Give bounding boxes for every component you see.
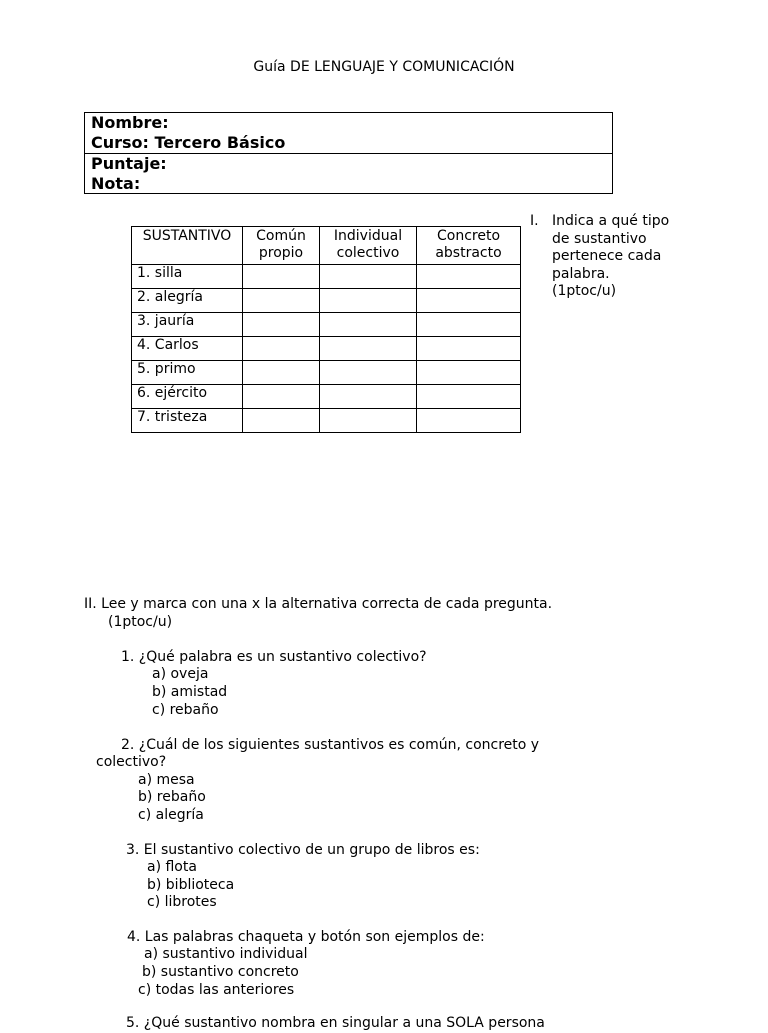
answer-cell[interactable] — [320, 289, 417, 313]
answer-cell[interactable] — [417, 337, 521, 361]
answer-cell[interactable] — [243, 337, 320, 361]
noun-word: 5. primo — [132, 361, 243, 385]
question-2-option-a[interactable]: a) mesa — [138, 772, 195, 788]
nombre-field[interactable]: Nombre: — [91, 113, 169, 132]
question-4: 4. Las palabras chaqueta y botón son ejemplos de: — [127, 929, 485, 945]
noun-word: 1. silla — [132, 265, 243, 289]
answer-cell[interactable] — [243, 409, 320, 433]
answer-cell[interactable] — [320, 361, 417, 385]
table-row — [132, 385, 521, 409]
question-1-option-a[interactable]: a) oveja — [152, 666, 209, 682]
answer-cell[interactable] — [320, 409, 417, 433]
question-2-continued: colectivo? — [96, 754, 167, 770]
noun-word: 6. ejército — [132, 385, 243, 409]
question-3-option-c[interactable]: c) librotes — [147, 894, 217, 910]
section1-instruction-text: Indica a qué tipo de sustantivo pertenece cada palabra. (1ptoc/u) — [552, 213, 670, 299]
question-4-option-c[interactable]: c) todas las anteriores — [138, 982, 295, 998]
page-title: Guía DE LENGUAJE Y COMUNICACIÓN — [253, 59, 515, 75]
table-row — [132, 337, 521, 361]
answer-cell[interactable] — [320, 313, 417, 337]
question-3-option-a[interactable]: a) flota — [147, 859, 197, 875]
table-row — [132, 361, 521, 385]
answer-cell[interactable] — [417, 313, 521, 337]
question-4-option-a[interactable]: a) sustantivo individual — [144, 946, 308, 962]
answer-cell[interactable] — [417, 385, 521, 409]
noun-word: 7. tristeza — [132, 409, 243, 433]
section2-points: (1ptoc/u) — [108, 614, 173, 630]
question-3-option-b[interactable]: b) biblioteca — [147, 877, 235, 893]
answer-cell[interactable] — [417, 409, 521, 433]
puntaje-field[interactable]: Puntaje: — [91, 154, 167, 173]
answer-cell[interactable] — [320, 385, 417, 409]
question-3: 3. El sustantivo colectivo de un grupo de libros es: — [126, 842, 480, 858]
noun-word: 2. alegría — [132, 289, 243, 313]
noun-word: 3. jauría — [132, 313, 243, 337]
question-1: 1. ¿Qué palabra es un sustantivo colectivo? — [121, 649, 427, 665]
section2-instruction: II. Lee y marca con una x la alternativa correcta de cada pregunta. — [84, 596, 553, 612]
header-concreto-abstracto: Concreto abstracto — [417, 227, 521, 265]
answer-cell[interactable] — [243, 313, 320, 337]
noun-classification-table — [131, 226, 521, 433]
header-individual-colectivo: Individual colectivo — [320, 227, 417, 265]
table-row — [132, 409, 521, 433]
header-comun-propio: Común propio — [243, 227, 320, 265]
curso-label: Curso: Tercero Básico — [91, 133, 286, 152]
question-1-option-b[interactable]: b) amistad — [152, 684, 228, 700]
nota-field[interactable]: Nota: — [91, 174, 141, 193]
answer-cell[interactable] — [243, 385, 320, 409]
question-2-option-b[interactable]: b) rebaño — [138, 789, 206, 805]
question-2-option-c[interactable]: c) alegría — [138, 807, 204, 823]
question-1-option-c[interactable]: c) rebaño — [152, 702, 219, 718]
answer-cell[interactable] — [243, 265, 320, 289]
noun-word: 4. Carlos — [132, 337, 243, 361]
answer-cell[interactable] — [417, 265, 521, 289]
answer-cell[interactable] — [320, 337, 417, 361]
question-4-option-b[interactable]: b) sustantivo concreto — [142, 964, 299, 980]
answer-cell[interactable] — [320, 265, 417, 289]
question-5: 5. ¿Qué sustantivo nombra en singular a una SOLA persona — [126, 1015, 545, 1031]
student-info-box — [84, 112, 613, 194]
table-row — [132, 265, 521, 289]
table-row — [132, 313, 521, 337]
header-sustantivo: SUSTANTIVO — [132, 227, 243, 265]
answer-cell[interactable] — [417, 289, 521, 313]
answer-cell[interactable] — [417, 361, 521, 385]
table-header-row — [132, 227, 521, 265]
section1-number: I. — [530, 213, 539, 229]
answer-cell[interactable] — [243, 361, 320, 385]
question-2: 2. ¿Cuál de los siguientes sustantivos es común, concreto y — [121, 737, 540, 753]
table-row — [132, 289, 521, 313]
answer-cell[interactable] — [243, 289, 320, 313]
